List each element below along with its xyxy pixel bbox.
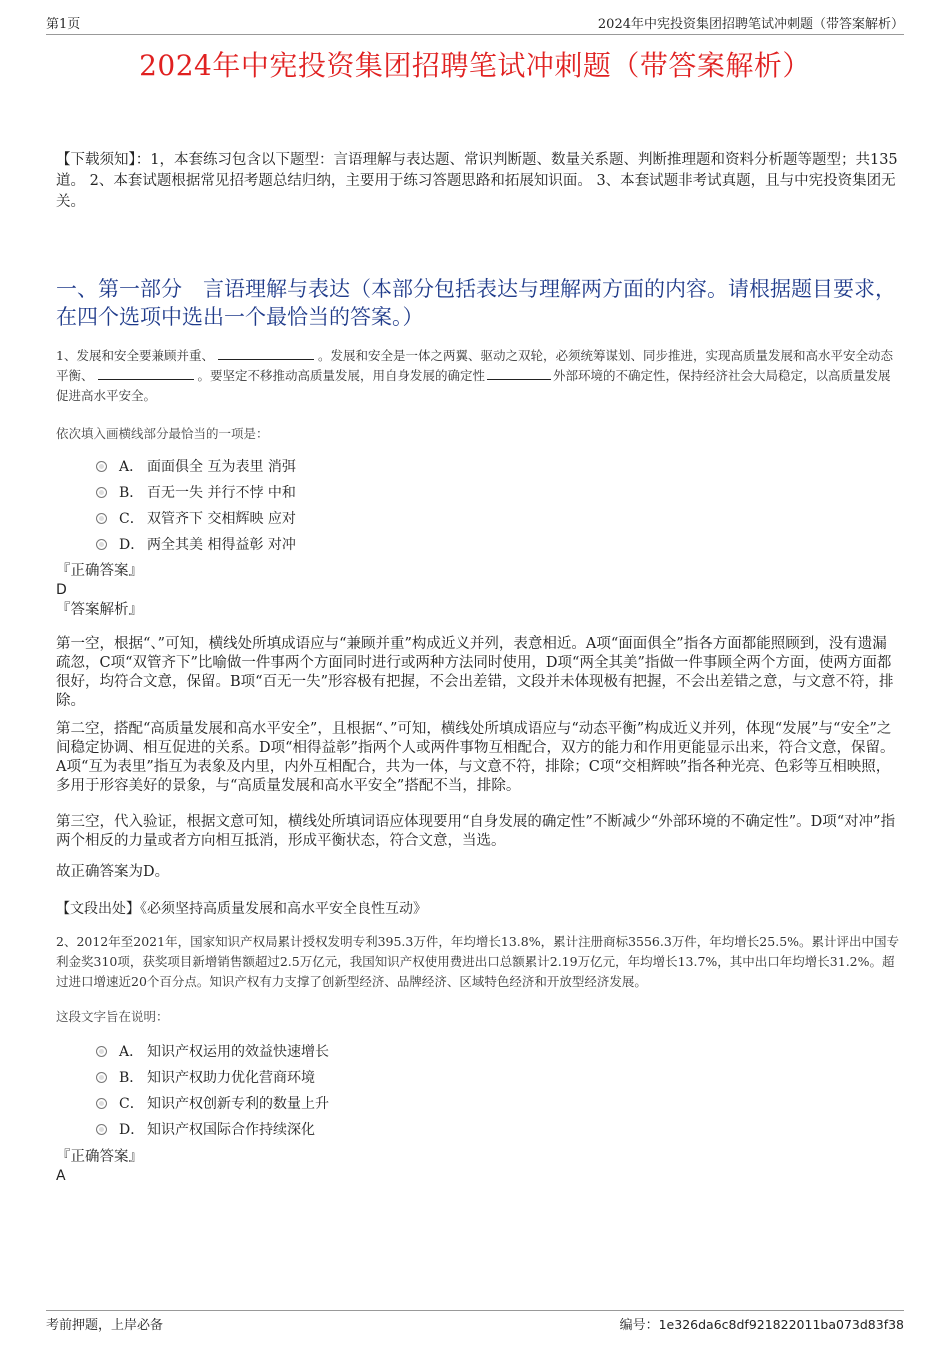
page-footer: [46, 1310, 904, 1333]
option-b[interactable]: B． 百无一失 并行不悖 中和: [96, 479, 941, 505]
analysis-body: [56, 635, 901, 711]
section-heading: 一、第一部分 言语理解与表达（本部分包括表达与理解两方面的内容。请根据题目要求，在四个选项中选出一个最恰当的答案。）: [56, 277, 896, 329]
question-2-options: [56, 1038, 941, 1142]
analysis-paragraph: 第三空，代入验证，根据文意可知，横线处所填词语应体现要用“自身发展的确定性”不断减少“外部环境的不确定性”。D项“对冲”指两个相反的力量或者方向相互抵消，形成平衡状态，符合文意，当选。: [56, 814, 896, 849]
analysis-conclusion: 故正确答案为D。: [56, 864, 170, 880]
radio-icon[interactable]: [96, 1098, 107, 1109]
answer-label: 『正确答案』: [56, 1149, 143, 1165]
option-d[interactable]: D． 两全其美 相得益彰 对冲: [96, 531, 941, 557]
page-title: 2024年中宪投资集团招聘笔试冲刺题（带答案解析）: [139, 49, 811, 82]
option-b[interactable]: B． 知识产权助力优化营商环境: [96, 1064, 941, 1090]
question-1: [56, 346, 901, 406]
option-c[interactable]: C． 知识产权创新专利的数量上升: [96, 1090, 941, 1116]
page-header: [46, 12, 904, 35]
blank-3: [487, 367, 551, 380]
radio-icon[interactable]: [96, 539, 107, 550]
radio-icon[interactable]: [96, 513, 107, 524]
page-number: 第1页: [46, 17, 81, 32]
option-d[interactable]: D． 知识产权国际合作持续深化: [96, 1116, 941, 1142]
source-citation: 【文段出处】《必须坚持高质量发展和高水平安全良性互动》: [56, 901, 427, 917]
question-1-prompt: 依次填入画横线部分最恰当的一项是：: [56, 426, 269, 441]
analysis-label: 『答案解析』: [56, 602, 143, 618]
answer-label: 『正确答案』: [56, 563, 143, 579]
blank-1: [218, 347, 314, 360]
option-c[interactable]: C． 双管齐下 交相辉映 应对: [96, 505, 941, 531]
blank-2: [98, 367, 194, 380]
option-a[interactable]: A． 面面俱全 互为表里 消弭: [96, 453, 941, 479]
question-2-text: 2、2012年至2021年，国家知识产权局累计授权发明专利395.3万件，年均增长13.8%，累计注册商标3556.3万件，年均增长25.5%。累计评出中国专利金奖310项，获奖项目新增销售额超过2.5万亿元，我国知识产权使用费进出口总额累计2.19万亿元，年均增长13.7%，其中出口年均增长31.2%。超过进口增速近20个百分点。知识产权有力支撑了创新型经济、品牌经济、区域特色经济和开放型经济发展。: [56, 934, 900, 989]
document-id: 编号：1e326da6c8df921822011ba073d83f38: [619, 1317, 904, 1333]
analysis-paragraph: 第一空，根据“、”可知，横线处所填成语应与“兼顾并重”构成近义并列，表意相近。A项“面面俱全”指各方面都能照顾到，没有遗漏疏忽，C项“双管齐下”比喻做一件事两个方面同时进行或两种方法同时使用，D项“两全其美”指做一件事顾全两个方面，使两方面都很好，均符合文意，保留。B项“百无一失”形容极有把握，不会出差错，文段并未体现极有把握，不会出差错之意，与文意不符，排除。: [56, 636, 894, 709]
question-2-prompt: 这段文字旨在说明：: [56, 1009, 169, 1024]
radio-icon[interactable]: [96, 1072, 107, 1083]
analysis-body: [56, 863, 901, 882]
radio-icon[interactable]: [96, 1046, 107, 1057]
header-doc-title: 2024年中宪投资集团招聘笔试冲刺题（带答案解析）: [597, 17, 904, 32]
radio-icon[interactable]: [96, 487, 107, 498]
correct-answer: A: [56, 1168, 66, 1184]
analysis-paragraph: 第二空，搭配“高质量发展和高水平安全”，且根据“、”可知，横线处所填成语应与“动态平衡”构成近义并列，体现“发展”与“安全”之间稳定协调、相互促进的关系。D项“相得益彰”指两个人或两件事物互相配合，双方的能力和作用更能显示出来，符合文意，保留。A项“互为表里”指互为表象及内里，内外互相配合，共为一体，与文意不符，排除；C项“交相辉映”指各种光亮、色彩等互相映照，多用于形容美好的景象，与“高质量发展和高水平安全”搭配不当，排除。: [56, 721, 895, 794]
analysis-body: [56, 720, 901, 796]
radio-icon[interactable]: [96, 461, 107, 472]
option-a[interactable]: A． 知识产权运用的效益快速增长: [96, 1038, 941, 1064]
radio-icon[interactable]: [96, 1124, 107, 1135]
analysis-body: [56, 813, 901, 851]
question-1-text: 1、发展和安全要兼顾并重、 。发展和安全是一体之两翼、驱动之双轮，必须统筹谋划、同步推进，实现高质量发展和高水平安全动态平衡、 。要坚定不移推动高质量发展，用自身发展的确定性 外部环境的不确定性，保持经济社会大局稳定，以高质量发展促进高水平安全。: [56, 348, 893, 403]
footer-slogan: 考前押题，上岸必备: [46, 1318, 164, 1333]
correct-answer: D: [56, 582, 67, 598]
download-notice: 【下载须知】：1，本套练习包含以下题型：言语理解与表达题、常识判断题、数量关系题、判断推理题和资料分析题等题型；共135道。 2、本套试题根据常见招考题总结归纳，主要用于练习答题思路和拓展知识面。 3、本套试题非考试真题，且与中宪投资集团无关。: [56, 152, 898, 210]
question-1-options: [56, 453, 941, 557]
